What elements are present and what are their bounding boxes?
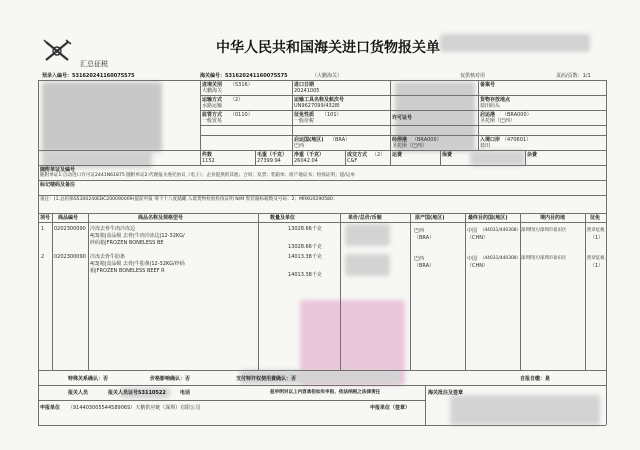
import-date-label: 进口日期 [294,82,315,88]
item-2-tax: 照章征税 [587,256,605,261]
price-impact: 价格影响确认：否 [150,376,191,382]
pre-entry-number: 预录入编号：531620241160075575 [42,73,135,79]
only-for-check: 仅供核对用 [460,73,486,79]
declaring-unit-stamp: 申报单位（签章） [370,405,411,411]
packages-value: 1152 [202,158,215,164]
terms-value: C&F [347,158,358,164]
item-1-dest-code: （CHN） [467,235,488,241]
gross-weight-value: 27399.94 [257,158,281,164]
net-weight-label: 净重（千克） [294,152,325,158]
item-1-spec-2: 纱码箱|FROZEN BONELESS BE [90,240,164,246]
item-1-dest: 中国 [467,228,478,234]
entry-port-2-code: （470601） [502,137,532,143]
entry-port-label: 进境关别 [202,82,223,88]
declaration-statement: 兹申明对以上内容承担如实申报、依法纳税之法律责任 [270,390,381,395]
packages-label: 件数 [202,152,213,158]
entry-port-2-label: 入境口岸 [480,137,501,143]
customs-emblem-icon [40,38,74,66]
item-2-name: 冷冻去骨牛肋条 [90,254,126,260]
redacted-price-2 [345,254,390,276]
col-item-no: 项号 [40,215,51,221]
license-label: 许可证号 [392,115,413,121]
entry-port-value: 大鹏海关 [202,88,223,94]
transit-port-code: （BRA000） [412,137,442,143]
tax-nature-value: 一般征税 [294,118,315,124]
royalty-confirm: 支付特许权使用费确认：否 [236,376,297,382]
departure-port-label: 启运港 [480,112,496,118]
item-1-spec: 4|3|箱|食品级 去骨|牛肉冷冻边|12-32KG/ [90,233,185,239]
item-2-hs-code: 0202300090 [54,254,86,260]
departure-port-value: 圣托斯（巴西） [480,118,516,124]
declaring-unit-label: 申报单位 [40,405,61,411]
trade-country-code: （BRA） [330,137,351,143]
customs-remarks-label: 海关批注及签章 [428,390,464,396]
item-1-tax: 照章征税 [587,228,605,233]
customs-number: 海关编号：531620241160075575 [200,73,288,79]
redacted-header-right [440,34,590,52]
item-1-hs-code: 0202300090 [54,226,86,232]
item-2-qty: 14013.38千克 [288,254,322,260]
misc-label: 杂费 [527,152,538,158]
item-2-qty-2: 14013.38千克 [288,272,322,278]
insurance-label: 保费 [442,152,453,158]
col-name-spec: 商品名称及规格型号 [138,215,184,221]
declaring-unit-value: （91440300554458906S）天鹅供应链（深圳）有限公司 [68,405,201,411]
phone-label: 电话 [180,390,191,396]
transport-tool-value: UN9627099/4328I [294,103,340,109]
goods-place-label: 货物存放地点 [480,97,511,103]
redacted-bottom-right [450,395,600,425]
redacted-consignee [42,82,162,152]
item-2-spec-2: 箱|FROZEN BONELESS BEEF R [90,268,165,274]
transit-port-value: 圣托斯（巴西） [392,143,428,149]
col-unit-price: 单价/总价/币制 [348,215,382,221]
redacted-contract-right [470,150,525,166]
docs-label: 随附单证及编号 [40,167,76,173]
col-origin: 原产国(地区) [415,215,445,221]
declarant-id: 报关人员证号53110522 [108,390,166,396]
item-2-domestic: （44031/440308）深圳特区/深圳市盐田区 [480,256,567,261]
item-2-no: 2 [41,254,45,260]
item-2-dest-code: （CHN） [467,263,488,269]
trade-country-label: 启运国(地区) [294,137,324,143]
redacted-price-1 [345,224,390,246]
transport-value: 水路运输 [202,103,223,109]
transport-label: 运输方式 [202,97,223,103]
net-weight-value: 26042.04 [294,158,318,164]
col-hs-code: 商品编号 [58,215,79,221]
import-date-value: 20241005 [294,88,320,94]
item-1-tax-code: （1） [590,235,604,241]
item-1-domestic: （44031/440308）深圳特区/深圳市盐田区 [480,228,567,233]
page-title: 中华人民共和国海关进口货物报关单 [216,40,440,56]
terms-label: 成交方式 [347,152,368,158]
self-report: 自报自缴：是 [520,376,551,382]
item-1-origin: 巴西 [414,228,425,234]
entry-port-code: （5316） [230,82,253,88]
col-domestic-dest: 境内目的地 [540,215,566,221]
special-relation: 特殊关系确认：否 [68,376,109,382]
col-qty-unit: 数量及单位 [270,215,296,221]
tax-nature-code: （101） [322,112,342,118]
item-2-origin-code: （BRA） [414,263,435,269]
col-tax-exempt: 征免 [590,215,601,221]
item-2-dest: 中国 [467,256,478,262]
filing-no-label: 备案号 [480,82,496,88]
departure-port-code: （BRA000） [502,112,532,118]
goods-place-value: 盐田码头 [480,103,501,109]
tax-nature-label: 征免性质 [294,112,315,118]
transport-tool-label: 运输工具名称及航次号 [294,97,345,103]
terms-code: （2） [372,152,386,158]
logo-text: 汇总征税 [80,60,108,68]
supervision-label: 监管方式 [202,112,223,118]
item-2-spec: 4|3|箱|食品级 去骨|牛肋条|12-32KG/纱码 [90,261,185,267]
transit-port-label: 经停港 [392,137,408,143]
freight-label: 运费 [392,152,403,158]
supervision-code: （0110） [230,112,253,118]
item-1-no: 1 [41,226,45,232]
docs-text: 随附单证1:自动进口许可证2441N61875 随附单证2:代理报关委托协议（电子）；企业提供的其他；合同；发票；装箱单；原产地证书；检疫证明；提/运单 [40,173,356,178]
item-2-origin: 巴西 [414,256,425,262]
transport-code: （2） [230,97,244,103]
customs-name: （大鹏海关） [312,73,343,79]
col-dest-country: 最终目的国(地区) [468,215,508,221]
item-1-qty: 13028.66千克 [288,226,322,232]
page-info: 页码/页数：1/1 [556,73,591,79]
item-1-origin-code: （BRA） [414,235,435,241]
trade-country-value: 巴西 [294,143,305,149]
item-1-name: 冷冻去骨牛肉冷冻边 [90,226,136,232]
item-2-tax-code: （1） [590,263,604,269]
marks-label: 标记唛码及备注 [40,182,76,188]
gross-weight-label: 毛重（千克） [257,152,288,158]
supervision-value: 一般贸易 [202,118,223,124]
item-1-qty-2: 13028.66千克 [288,244,322,250]
marks-text: 备注：(1.总担保S5300240EBC200090009)提前申报 零下十八度储藏 入境货物检验检疫证明 N/M 集装箱标箱数及号码：2；MRKU0290580； [40,197,338,202]
entry-port-2-value: 盐田 [480,143,491,149]
declarant-label: 报关人员 [68,390,89,396]
